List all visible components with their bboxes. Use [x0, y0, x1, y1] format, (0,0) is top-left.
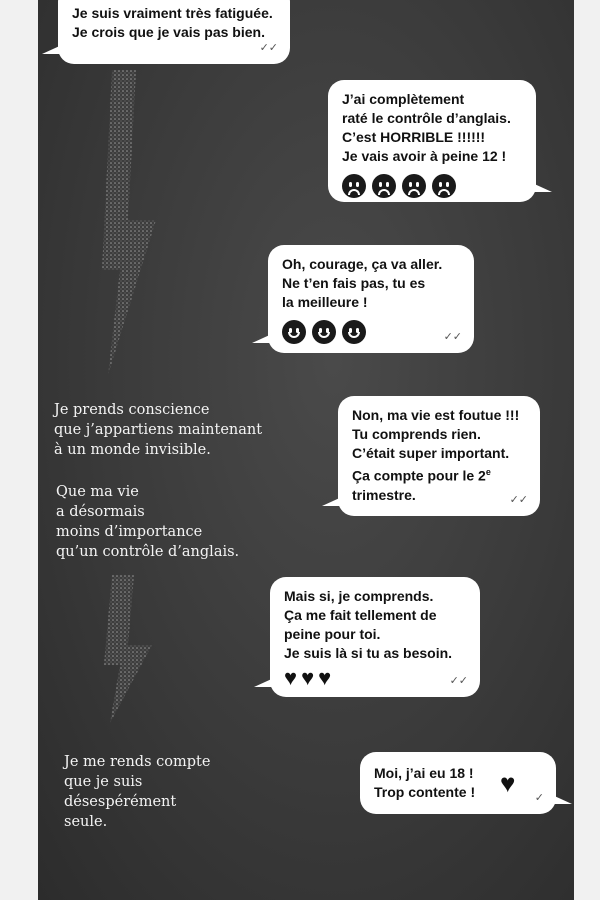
narration-line: que j’appartiens maintenant — [54, 422, 263, 438]
happy-face-icon — [312, 320, 336, 344]
message-line: Ne t’en fais pas, tu es — [282, 275, 426, 291]
lightning-bolt-icon — [100, 575, 164, 725]
message-line: C’est HORRIBLE !!!!!! — [342, 129, 486, 145]
message-line: Moi, j’ai eu 18 ! — [374, 765, 474, 781]
message-line: Mais si, je comprends. — [284, 588, 434, 604]
emoji-row — [342, 174, 522, 198]
happy-face-icon — [282, 320, 306, 344]
read-receipt-icon: ✓✓ — [509, 494, 528, 506]
narration-line: Je prends conscience — [54, 402, 210, 418]
message-line: raté le contrôle d’anglais. — [342, 110, 511, 126]
sad-face-icon — [432, 174, 456, 198]
message-line: la meilleure ! — [282, 294, 368, 310]
heart-icon: ♥ — [284, 665, 298, 690]
narration-line: que je suis — [64, 774, 143, 790]
message-line: Trop contente ! — [374, 784, 476, 800]
emoji-row — [282, 320, 460, 344]
narration-line: à un monde invisible. — [54, 442, 211, 458]
message-line: C’était super important. — [352, 445, 510, 461]
heart-icon: ♥ — [500, 768, 516, 798]
message-line: peine pour toi. — [284, 626, 381, 642]
narration-line: moins d’importance — [56, 524, 203, 540]
message-line: Je suis vraiment très fatiguée. — [72, 5, 273, 21]
message-bubble-1 — [58, 0, 290, 64]
superscript: e — [485, 467, 491, 477]
comic-page — [38, 0, 574, 900]
narration-text-3 — [64, 752, 210, 832]
message-line: Je crois que je vais pas bien. — [72, 24, 265, 40]
read-receipt-icon: ✓✓ — [443, 331, 462, 343]
read-receipt-icon: ✓✓ — [449, 675, 468, 687]
narration-text-2 — [56, 482, 239, 562]
message-line: Tu comprends rien. — [352, 426, 481, 442]
message-line: Oh, courage, ça va aller. — [282, 256, 443, 272]
message-line: J’ai complètement — [342, 91, 465, 107]
sad-face-icon — [402, 174, 426, 198]
happy-face-icon — [342, 320, 366, 344]
message-line: Je suis là si tu as besoin. — [284, 645, 453, 661]
lightning-bolt-icon — [98, 70, 168, 380]
read-receipt-icon: ✓ — [534, 792, 544, 804]
heart-icon: ♥ — [318, 665, 332, 690]
message-bubble-3 — [268, 245, 474, 353]
narration-line: Je me rends compte — [64, 754, 211, 770]
message-bubble-2 — [328, 80, 536, 202]
narration-text-1 — [54, 400, 262, 460]
message-bubble-4 — [338, 396, 540, 516]
message-line: Je vais avoir à peine 12 ! — [342, 148, 507, 164]
message-line: Non, ma vie est foutue !!! — [352, 407, 520, 423]
sad-face-icon — [372, 174, 396, 198]
message-bubble-6 — [360, 752, 556, 814]
message-bubble-5 — [270, 577, 480, 697]
narration-line: Que ma vie — [56, 484, 139, 500]
narration-line: désespérément — [64, 794, 177, 810]
message-line: trimestre. — [352, 486, 416, 503]
emoji-row — [284, 667, 466, 690]
sad-face-icon — [342, 174, 366, 198]
read-receipt-icon: ✓✓ — [259, 42, 278, 54]
narration-line: seule. — [64, 814, 108, 830]
message-line: Ça me fait tellement de — [284, 607, 437, 623]
narration-line: qu’un contrôle d’anglais. — [56, 544, 240, 560]
message-line: Ça compte pour le 2e — [352, 467, 491, 484]
heart-icon: ♥ — [301, 665, 315, 690]
narration-line: a désormais — [56, 504, 145, 520]
